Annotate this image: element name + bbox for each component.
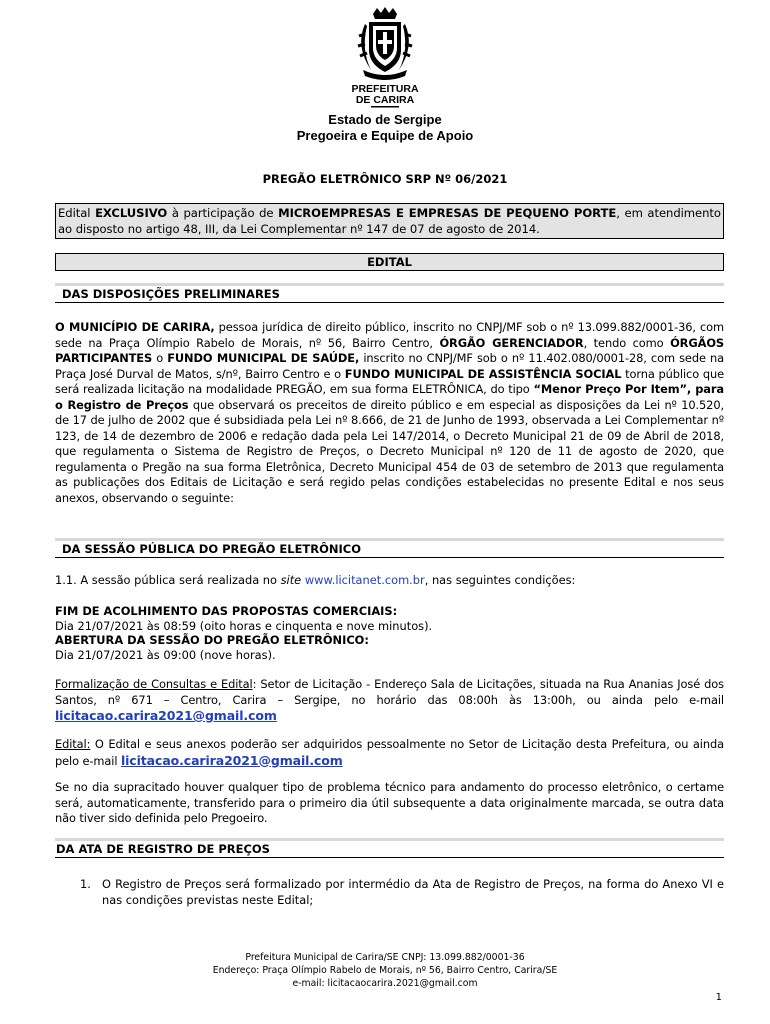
paragraph-text: inscrito no CNPJ/MF sob o nº 11.402.080/0001-28, com sede na Praça José Durval de Matos, s/nº, Bairro Centro e o [55,351,724,381]
consultas-label: Formalização de Consultas e Edital [55,677,253,691]
document-title: PREGÃO ELETRÔNICO SRP Nº 06/2021 [262,172,508,186]
fim-acolhimento-label: FIM DE ACOLHIMENTO DAS PROPOSTAS COMERCIAIS: [55,604,398,618]
edital-label: Edital: [55,737,91,751]
item-text: 1.1. A sessão pública será realizada no [55,573,281,587]
email-link[interactable]: licitacao.carira2021@gmail.com [120,752,343,768]
abertura-value: Dia 21/07/2021 às 09:00 (nove horas). [55,648,276,662]
department-heading: Pregoeira e Equipe de Apoio [296,128,474,143]
svg-text:DE CARIRA: DE CARIRA [355,94,415,106]
item-text: , nas seguintes condições: [424,573,576,587]
section-heading-preliminares [55,287,724,303]
paragraph-text: o [152,351,168,365]
page-number: 1 [715,992,722,1003]
paragraph-bold: FUNDO MUNICIPAL DE ASSISTÊNCIA SOCIAL [344,366,622,381]
paragraph-bold: FUNDO MUNICIPAL DE SAÚDE, [167,351,360,365]
edital-banner: EDITAL [55,253,724,271]
consultas-text: : Setor de Licitação - Endereço Sala de Licitações, situada na Rua Ananias José dos Santos, nº 671 – Centro, Carira – Sergipe, no horário das 08:00h às 13:00h, ou ainda pelo e-mail [55,677,724,707]
svg-text:PREFEITURA: PREFEITURA [351,83,419,95]
intro-bold: MICROEMPRESAS E EMPRESAS DE PEQUENO PORTE [278,206,617,220]
paragraph-bold: ÓRGÃO GERENCIADOR [439,335,584,350]
list-item-text: O Registro de Preços será formalizado por intermédio da Ata de Registro de Preços, na forma do Anexo VI e nas condições previstas neste Edital; [102,877,724,907]
edital-paragraph [55,737,724,769]
fim-acolhimento-value: Dia 21/07/2021 às 08:59 (oito horas e cinquenta e nove minutos). [55,619,433,633]
consultas-paragraph [55,677,724,725]
problema-tecnico-paragraph: Se no dia supracitado houver qualquer tipo de problema técnico para andamento do processo eletrônico, o certame será, automaticamente, transferido para o primeiro dia útil subsequente a data originalmente marcada, se outra data não tiver sido definida pelo Pregoeiro. [55,780,724,825]
paragraph-bold: ÓRGÃOS PARTICIPANTES [55,335,724,365]
list-item-number: 1. [80,877,91,891]
intro-text: à participação de [167,206,279,220]
paragraph-text: torna público que será realizada licitação na modalidade PREGÃO, em sua forma ELETRÔNICA, do tipo [55,366,725,396]
paragraph-text: que observará os preceitos de direito público e em especial as disposições da Lei nº 10.520, de 17 de julho de 2002 que é subsidiada pela Lei nº 8.666, de 21 de Junho de 1993, observada a Lei Complementar nº 123, de 14 de dezembro de 2006 e redação dada pela Lei 147/2014, o Decreto Municipal 21 de 09 de Abril de 2018, que regulamenta o Sistema de Registro de Preços, o Decreto Municipal nº 120 de 11 de agosto de 2020, que regulamenta o Pregão na sua forma Eletrônica, Decreto Municipal 454 de 03 de setembro de 2013 que regulamenta as publicações dos Editais de Licitação e será regido pelas condições estabelecidas no presente Edital e nos seus anexos, observando o seguinte: [55,397,724,505]
footer-line-1: Prefeitura Municipal de Carira/SE CNPJ: 13.099.882/0001-36 [245,952,525,963]
municipal-coat-of-arms-logo [345,6,425,110]
intro-bold: EXCLUSIVO [95,206,168,220]
paragraph-text: pessoa jurídica de direito público, inscrito no CNPJ/MF sob o nº 13.099.882/0001-36, com sede na Praça Olímpio Rabelo de Morais, nº 56, Bairro Centro, [55,320,724,350]
footer-line-2: Endereço: Praça Olímpio Rabelo de Morais, nº 56, Bairro Centro, Carira/SE [212,965,558,976]
section-title: DA SESSÃO PÚBLICA DO PREGÃO ELETRÔNICO [62,542,362,556]
municipality-name: O MUNICÍPIO DE CARIRA, [55,320,215,334]
section-title: DA ATA DE REGISTRO DE PREÇOS [56,842,270,856]
section-heading-ata [55,842,724,858]
section-divider [55,538,724,541]
licitanet-link[interactable]: www.licitanet.com.br [304,573,425,587]
edital-text: O Edital e seus anexos poderão ser adquiridos pessoalmente no Setor de Licitação desta Prefeitura, ou ainda pelo e-mail [55,737,724,768]
paragraph-text: , tendo como [583,335,671,350]
site-word: site [280,573,302,587]
abertura-label: ABERTURA DA SESSÃO DO PREGÃO ELETRÔNICO: [55,633,369,647]
paragraph-bold: “Menor Preço Por Item”, para o Registro de Preços [55,382,724,412]
exclusivity-notice-box [55,203,724,239]
section-title: DAS DISPOSIÇÕES PRELIMINARES [62,287,280,301]
intro-text: Edital [58,206,96,220]
preliminares-paragraph [55,320,724,506]
footer-line-3: e-mail: licitacaocarira.2021@gmail.com [292,978,478,989]
intro-text: , em atendimento ao disposto no artigo 48, III, da Lei Complementar nº 147 de 07 de agosto de 2014. [58,206,721,236]
session-item [55,573,724,588]
section-divider [55,283,724,286]
section-divider [55,838,724,841]
email-link[interactable]: licitacao.carira2021@gmail.com [55,708,277,723]
section-heading-sessao [55,542,724,558]
state-heading: Estado de Sergipe [328,112,442,127]
